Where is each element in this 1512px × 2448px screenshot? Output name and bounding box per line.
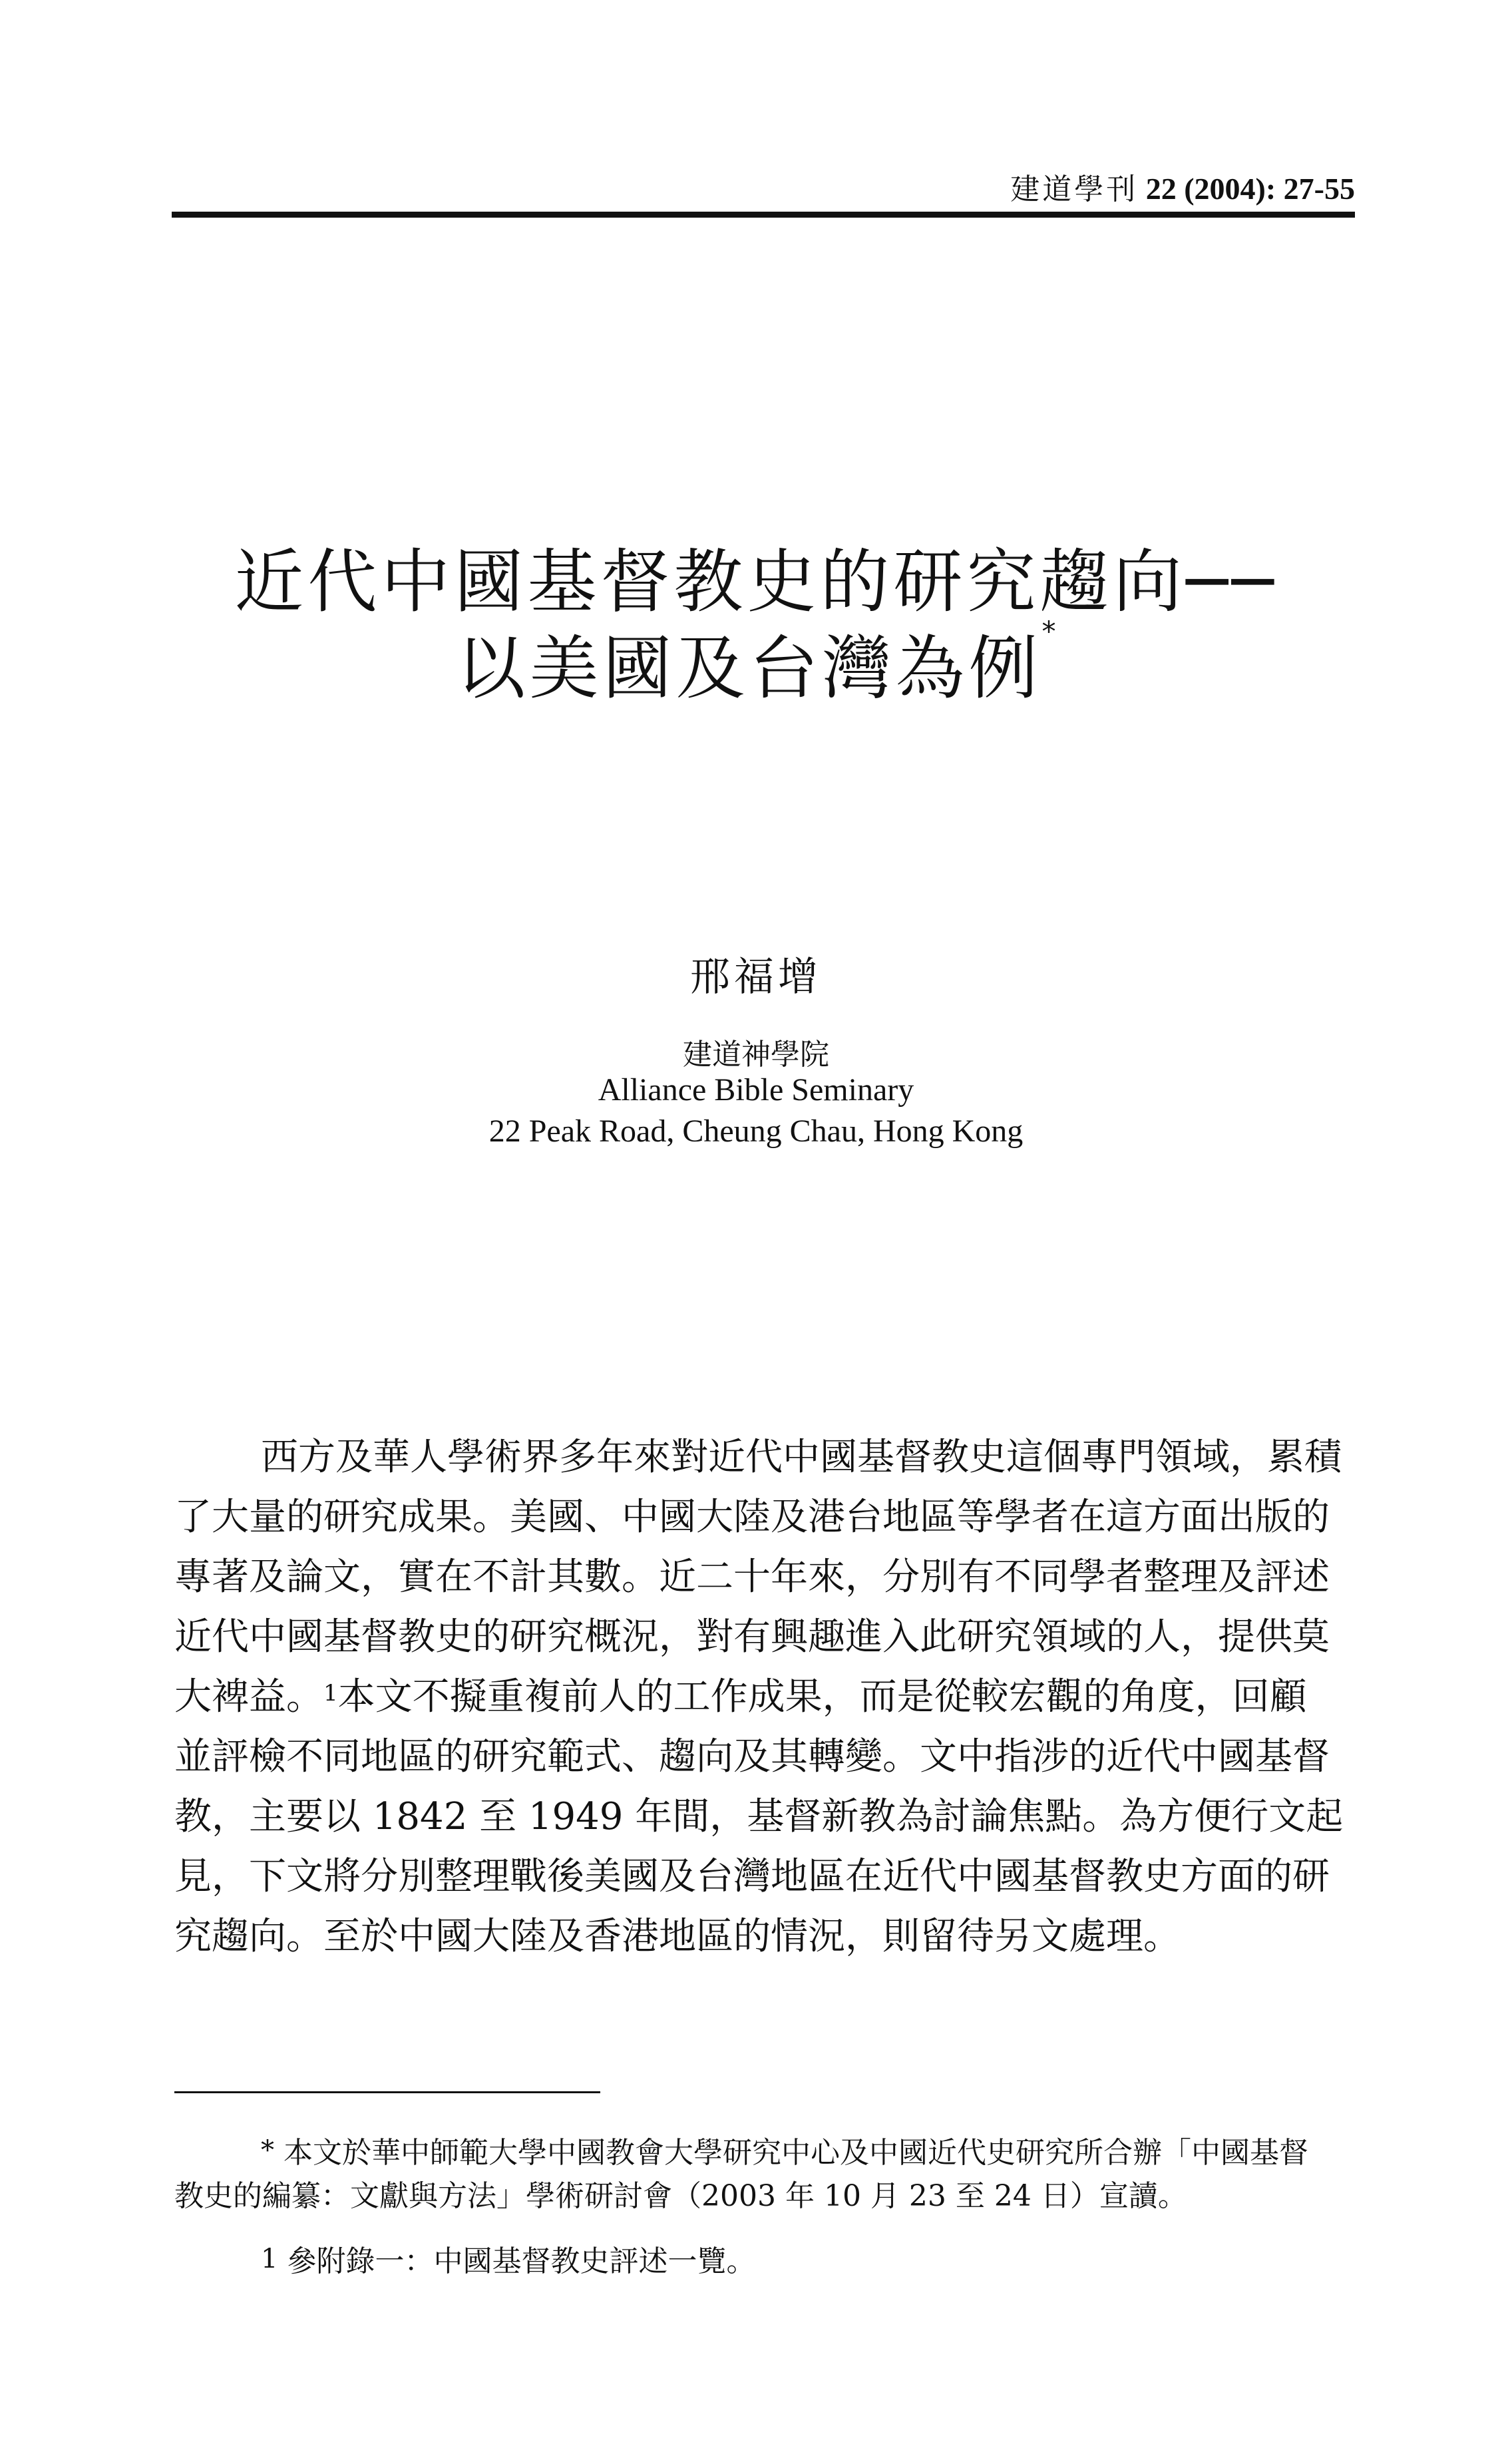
footnote-star-mark: * — [261, 2135, 274, 2166]
body-line-2: 了大量的研究成果。美國、中國大陸及港台地區等學者在這方面出版的 — [174, 1496, 1330, 1539]
journal-name: 建道學刊 — [1010, 172, 1139, 206]
article-title-line-1: 近代中國基督教史的研究趨向── — [234, 541, 1278, 622]
affiliation-en: Alliance Bible Seminary — [598, 1072, 914, 1108]
footnote-1-text: 參附錄一：中國基督教史評述一覽。 — [287, 2244, 756, 2278]
body-line-8: 見，下文將分別整理戰後美國及台灣地區在近代中國基督教史方面的研 — [174, 1855, 1330, 1898]
affiliation-address: 22 Peak Road, Cheung Chau, Hong Kong — [488, 1114, 1024, 1149]
running-head — [1010, 165, 1355, 208]
footnote-star-text-1: 本文於華中師範大學中國教會大學研究中心及中國近代史研究所合辦「中國基督 — [284, 2136, 1308, 2170]
footnote-star-line-2: 教史的編纂：文獻與方法」學術研討會（2003 年 10 月 23 至 24 日）宣讀。 — [174, 2179, 1187, 2213]
body-line-1: 西方及華人學術界多年來對近代中國基督教史這個專門領域，累積 — [261, 1436, 1342, 1479]
article-title-text-2: 以美國及台灣為例 — [456, 628, 1042, 709]
header-rule — [172, 212, 1355, 218]
body-line-3: 專著及論文，實在不計其數。近二十年來，分別有不同學者整理及評述 — [174, 1555, 1330, 1599]
footnote-rule — [174, 2091, 600, 2093]
footnote-1 — [261, 2242, 1352, 2282]
footnote-1-mark: 1 — [261, 2244, 278, 2274]
body-line-7: 教，主要以 1842 至 1949 年間，基督新教為討論焦點。為方便行文起 — [174, 1795, 1344, 1838]
journal-citation: 22 (2004): 27-55 — [1145, 172, 1355, 206]
author-name: 邢福增 — [690, 954, 822, 1000]
body-line-6: 並評檢不同地區的研究範式、趨向及其轉變。文中指涉的近代中國基督 — [174, 1735, 1330, 1778]
affiliation-zh: 建道神學院 — [683, 1038, 829, 1072]
article-title-line-2 — [0, 612, 1512, 712]
body-line-4: 近代中國基督教史的研究概況，對有興趣進入此研究領域的人，提供莫 — [174, 1615, 1330, 1659]
body-line-5-text: 本文不擬重複前人的工作成果，而是從較宏觀的角度，回顧 — [337, 1675, 1307, 1719]
title-footnote-marker: * — [1041, 615, 1056, 648]
footnote-ref-1[interactable]: 1 — [323, 1680, 338, 1707]
footnote-star-line-1 — [261, 2133, 1352, 2173]
body-line-5-prefix: 大裨益。 — [174, 1675, 323, 1719]
body-line-5 — [174, 1671, 1352, 1724]
body-line-9: 究趨向。至於中國大陸及香港地區的情況，則留待另文處理。 — [174, 1915, 1181, 1958]
